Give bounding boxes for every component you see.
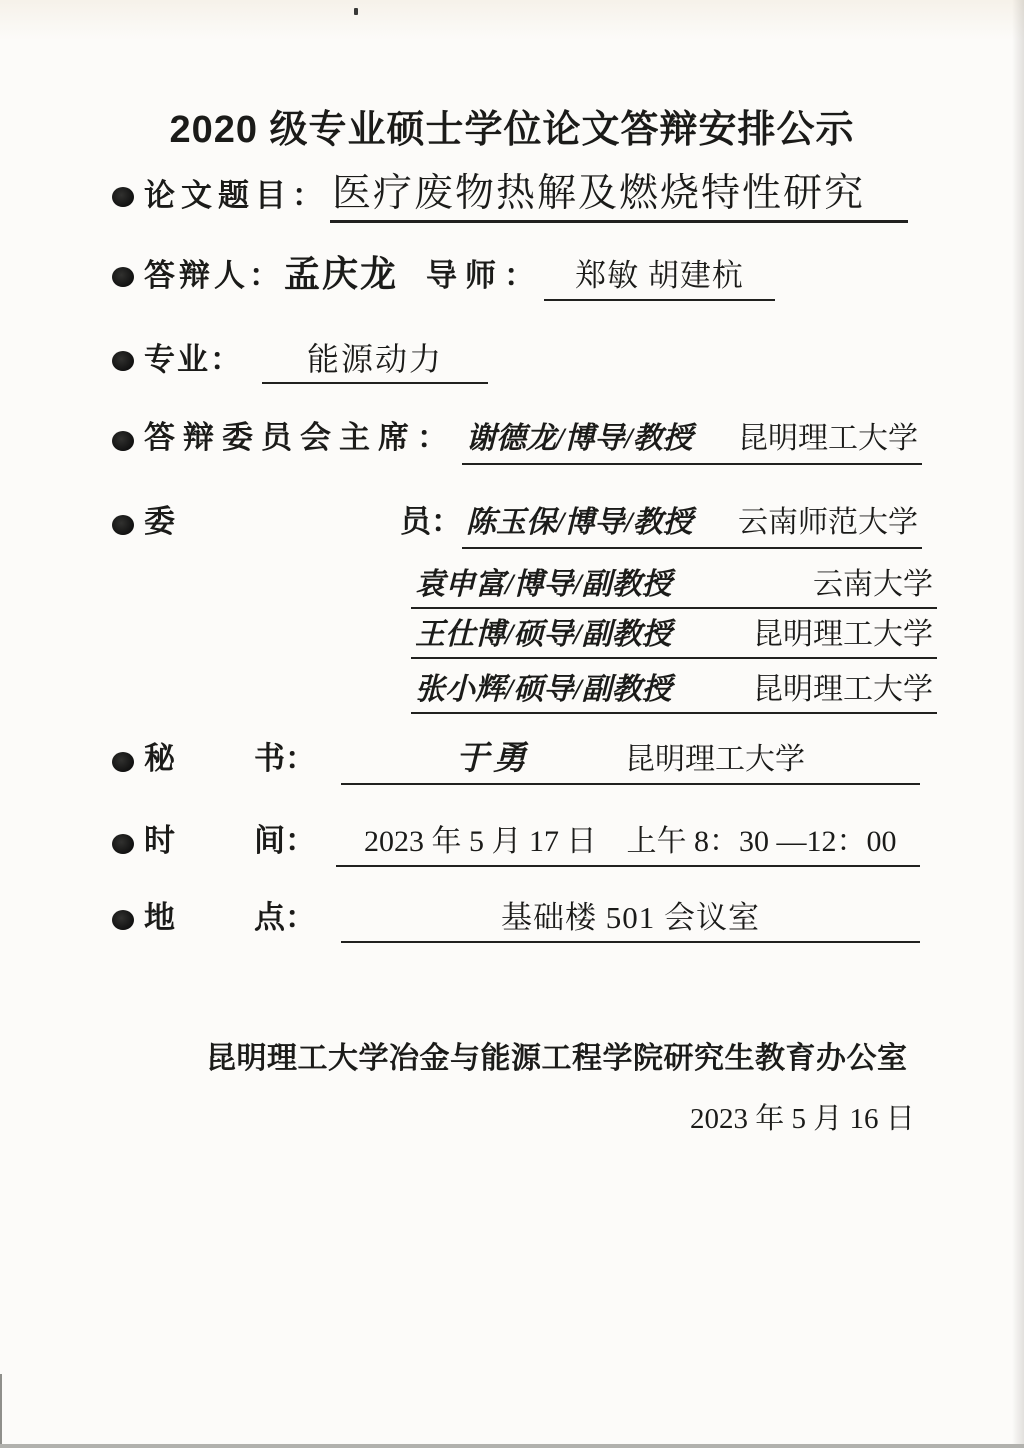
time-value: 2023 年 5 月 17 日 上午 8：30 —12：00 bbox=[336, 819, 920, 867]
scan-edge-shadow bbox=[1012, 0, 1024, 1448]
committee-row bbox=[112, 498, 922, 549]
bullet-icon bbox=[112, 351, 134, 371]
committee-member-row bbox=[462, 499, 922, 549]
thesis-title-label: 论文题目： bbox=[144, 178, 329, 213]
committee-member-person: 王仕博/硕导/副教授 bbox=[415, 618, 672, 651]
location-value: 基础楼 501 会议室 bbox=[341, 895, 920, 943]
committee-member-row bbox=[411, 563, 937, 609]
defender-label: 答辩人： bbox=[144, 258, 284, 293]
committee-member-row bbox=[411, 668, 937, 714]
chair-affiliation: 昆明理工大学 bbox=[738, 422, 918, 455]
secretary-affiliation: 昆明理工大学 bbox=[625, 743, 805, 776]
committee-label-right: 员： bbox=[400, 504, 462, 539]
bullet-icon bbox=[112, 752, 134, 772]
defender-row bbox=[112, 251, 775, 301]
bullet-icon bbox=[112, 515, 134, 535]
chair-person: 谢德龙/博导/教授 bbox=[466, 422, 693, 455]
secretary-label-right: 书： bbox=[254, 741, 316, 776]
bullet-icon bbox=[112, 267, 134, 287]
time-label bbox=[144, 818, 316, 864]
supervisor-names: 郑敏 胡建杭 bbox=[544, 253, 775, 301]
footer-issuer: 昆明理工大学冶金与能源工程学院研究生教育办公室 bbox=[206, 1042, 908, 1075]
committee-member-affiliation: 昆明理工大学 bbox=[753, 673, 933, 706]
secretary-name: 于勇 bbox=[456, 741, 530, 777]
committee-member-person: 张小辉/硕导/副教授 bbox=[415, 673, 672, 706]
location-row bbox=[112, 895, 920, 943]
bullet-icon bbox=[112, 834, 134, 854]
committee-member-person: 陈玉保/博导/教授 bbox=[466, 506, 693, 539]
bullet-icon bbox=[112, 431, 134, 451]
footer-date: 2023 年 5 月 16 日 bbox=[690, 1103, 915, 1135]
secretary-label bbox=[144, 736, 316, 782]
supervisor-label: 导师： bbox=[426, 258, 543, 293]
committee-member-affiliation: 云南师范大学 bbox=[738, 506, 918, 539]
page-title: 2020 级专业硕士学位论文答辩安排公示 bbox=[169, 109, 855, 151]
scan-speck bbox=[354, 8, 358, 15]
scan-left-edge bbox=[0, 1374, 2, 1444]
location-label-left: 地 bbox=[144, 900, 175, 935]
chair-value bbox=[462, 415, 922, 465]
secretary-value bbox=[341, 736, 920, 785]
committee-member-affiliation: 云南大学 bbox=[813, 568, 933, 601]
major-value: 能源动力 bbox=[262, 336, 488, 384]
thesis-title-value: 医疗废物热解及燃烧特性研究 bbox=[330, 168, 908, 223]
scan-bottom-edge bbox=[0, 1444, 1024, 1448]
major-label: 专业： bbox=[144, 342, 243, 377]
thesis-title-row bbox=[112, 168, 908, 223]
secretary-label-left: 秘 bbox=[144, 741, 175, 776]
major-row bbox=[112, 336, 488, 384]
secretary-row bbox=[112, 736, 920, 785]
chair-label: 答辩委员会主席： bbox=[144, 420, 456, 455]
chair-row bbox=[112, 414, 922, 465]
committee-label bbox=[144, 498, 462, 546]
committee-label-left: 委 bbox=[144, 504, 175, 539]
defender-name: 孟庆龙 bbox=[284, 254, 399, 294]
scan-top-tint bbox=[0, 0, 1024, 40]
location-label-right: 点： bbox=[254, 900, 316, 935]
time-label-right: 间： bbox=[254, 823, 316, 858]
location-label bbox=[144, 895, 316, 941]
committee-member-person: 袁申富/博导/副教授 bbox=[415, 568, 672, 601]
committee-member-row bbox=[411, 613, 937, 659]
time-row bbox=[112, 818, 920, 867]
committee-member-affiliation: 昆明理工大学 bbox=[753, 618, 933, 651]
bullet-icon bbox=[112, 187, 134, 207]
bullet-icon bbox=[112, 910, 134, 930]
time-label-left: 时 bbox=[144, 823, 175, 858]
